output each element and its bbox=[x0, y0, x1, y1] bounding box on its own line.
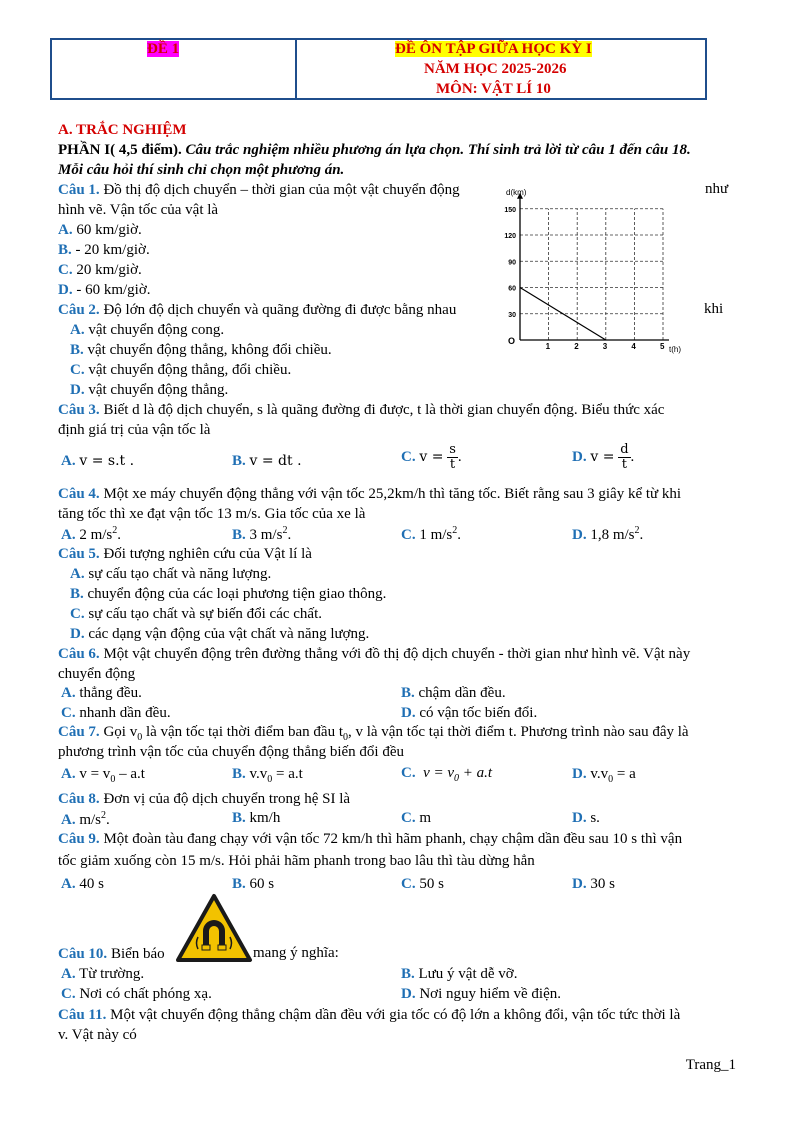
q9-option-b: B. 60 s bbox=[232, 876, 275, 892]
q6-option-b: B. chậm dần đều. bbox=[401, 685, 506, 701]
q11-stem: Câu 11. Một vật chuyển động thẳng chậm dần đều với gia tốc có độ lớn a không đổi, vận tốc tức thời là bbox=[58, 1007, 681, 1023]
q8-stem: Câu 8. Đơn vị của độ dịch chuyển trong hệ SI là bbox=[58, 791, 351, 807]
displacement-time-chart bbox=[488, 180, 693, 360]
q7-option-a: A. $v = v_0 - a.t$ bbox=[61, 766, 145, 785]
q4-option-b: B. 3 $m/s^2$. bbox=[232, 525, 292, 543]
q3-option-b: B. v = dt . bbox=[232, 453, 302, 469]
q3-option-a: A. v = s.t . bbox=[61, 453, 135, 469]
q10-option-b: B. Lưu ý vật dễ vỡ. bbox=[401, 966, 518, 982]
q5-option-d: D. các dạng vận động của vật chất và năng lượng. bbox=[70, 626, 370, 642]
q3-option-d: D. v = $\frac{d}{t}$ . bbox=[572, 442, 635, 472]
q2-stem: Câu 2. Độ lớn độ dịch chuyển và quãng đường đi được bằng nhau bbox=[58, 302, 457, 318]
q1-stem: Câu 1. Đồ thị độ dịch chuyển – thời gian của một vật chuyển động bbox=[58, 182, 460, 198]
q5-option-a: A. sự cấu tạo chất và năng lượng. bbox=[70, 566, 272, 582]
q1-option-d: D. - 60 km/giờ. bbox=[58, 282, 151, 298]
q10-stem: Câu 10. Biển báo bbox=[58, 946, 165, 962]
x-tick-label-4: 4 bbox=[631, 342, 636, 351]
q8-option-d: D. s. bbox=[572, 810, 600, 826]
q2-option-d: D. vật chuyển động thẳng. bbox=[70, 382, 229, 398]
x-tick-label-5: 5 bbox=[660, 342, 665, 351]
header-year: NĂM HỌC 2025-2026 bbox=[424, 61, 567, 77]
q7-option-c: C. $v = v_0 + a.t$ bbox=[401, 765, 493, 784]
q9-stem: Câu 9. Một đoàn tàu đang chạy với vận tốc 72 km/h thì hãm phanh, chạy chậm dần đều sau 10 s thì vận bbox=[58, 831, 683, 847]
origin-label: O bbox=[508, 336, 516, 346]
q6-option-a: A. thẳng đều. bbox=[61, 685, 142, 701]
q2-option-a: A. vật chuyển động cong. bbox=[70, 322, 225, 338]
x-axis-label: t(h) bbox=[669, 345, 681, 354]
exam-label: ĐỀ 1 bbox=[147, 41, 180, 57]
q10-option-a: A. Từ trường. bbox=[61, 966, 145, 982]
header-divider bbox=[295, 40, 297, 98]
q6-stem: Câu 6. Một vật chuyển động trên đường thẳng với đồ thị độ dịch chuyển - thời gian như hình vẽ. Vật này bbox=[58, 646, 691, 662]
q6-option-c: C. nhanh dần đều. bbox=[61, 705, 171, 721]
q3-option-c: C. v = $\frac{s}{t}$ . bbox=[401, 442, 462, 472]
q5-stem: Câu 5. Đối tượng nghiên cứu của Vật lí là bbox=[58, 546, 312, 562]
q10-option-d: D. Nơi nguy hiểm về điện. bbox=[401, 986, 562, 1002]
q6-option-d: D. có vận tốc biến đổi. bbox=[401, 705, 538, 721]
page-number: Trang_1 bbox=[685, 1057, 736, 1073]
q5-option-b: B. chuyển động của các loại phương tiện giao thông. bbox=[70, 586, 387, 602]
q4-stem: Câu 4. Một xe máy chuyển động thẳng với vận tốc 25,2km/h thì tăng tốc. Biết rằng sau 3 giây kể từ khi bbox=[58, 486, 682, 502]
section-title: A. TRẮC NGHIỆM bbox=[58, 122, 187, 138]
q1-option-a: A. 60 km/giờ. bbox=[58, 222, 142, 238]
q4-option-a: A. 2 $m/s^2$. bbox=[61, 525, 122, 543]
part-instructions-2: Mỗi câu hỏi thí sinh chỉ chọn một phương án. bbox=[58, 162, 345, 178]
q4-option-d: D. 1,8 $m/s^2$. bbox=[572, 525, 644, 543]
q2-option-b: B. vật chuyển động thẳng, không đổi chiều. bbox=[70, 342, 332, 358]
header-subject: MÔN: VẬT LÍ 10 bbox=[436, 81, 551, 97]
magnet-warning-icon bbox=[175, 893, 253, 963]
header-table bbox=[50, 38, 707, 100]
q1-stem-2: hình vẽ. Vận tốc của vật là bbox=[58, 202, 219, 218]
q11-stem-2: v. Vật này có bbox=[58, 1027, 137, 1043]
q8-option-c: C. m bbox=[401, 810, 432, 826]
q4-option-c: C. 1 $m/s^2$. bbox=[401, 525, 462, 543]
q9-option-c: C. 50 s bbox=[401, 876, 444, 892]
q9-option-d: D. 30 s bbox=[572, 876, 615, 892]
q8-option-a: A. $m/s^2$. bbox=[61, 810, 110, 828]
q7-option-b: B. $v.v_0 = a.t$ bbox=[232, 766, 303, 785]
q1-option-b: B. - 20 km/giờ. bbox=[58, 242, 150, 258]
q10-option-c: C. Nơi có chất phóng xạ. bbox=[61, 986, 212, 1002]
y-tick-label-60: 60 bbox=[508, 285, 516, 293]
q6-stem-2: chuyển động bbox=[58, 666, 136, 682]
q7-option-d: D. $v.v_0 = a$ bbox=[572, 766, 636, 785]
y-tick-label-90: 90 bbox=[508, 259, 516, 267]
q7-stem-2: phương trình vận tốc của chuyển động thẳng biến đổi đều bbox=[58, 744, 404, 760]
x-tick-label-2: 2 bbox=[574, 342, 579, 351]
q9-option-a: A. 40 s bbox=[61, 876, 104, 892]
y-tick-label-30: 30 bbox=[508, 311, 516, 319]
x-tick-label-3: 3 bbox=[602, 342, 608, 351]
y-tick-label-150: 150 bbox=[504, 206, 516, 214]
part-instructions: PHẦN I( 4,5 điểm). Câu trắc nghiệm nhiều phương án lựa chọn. Thí sinh trả lời từ câu 1 đến câu 18. bbox=[58, 142, 691, 158]
q9-stem-2: tốc giảm xuống còn 15 m/s. Hỏi phải hãm phanh trong bao lâu thì tàu dừng hẳn bbox=[58, 853, 535, 869]
q1-stem-tail: như bbox=[705, 181, 729, 197]
q3-stem-2: định giá trị của vận tốc là bbox=[58, 422, 211, 438]
q8-option-b: B. km/h bbox=[232, 810, 281, 826]
q3-stem: Câu 3. Biết d là độ dịch chuyển, s là quãng đường đi được, t là thời gian chuyển động. Biểu thức xác bbox=[58, 402, 665, 418]
q5-option-c: C. sự cấu tạo chất và sự biến đổi các chất. bbox=[70, 606, 323, 622]
y-axis-label: d(km) bbox=[506, 187, 527, 197]
q2-stem-tail: khi bbox=[704, 301, 724, 317]
q7-stem: Câu 7. Gọi $v_0$ là vận tốc tại thời điểm ban đầu $t_0$, v là vận tốc tại thời điểm t. Phương trình nào sau đây là bbox=[58, 724, 689, 743]
q4-stem-2: tăng tốc thì xe đạt vận tốc 13 m/s. Gia tốc của xe là bbox=[58, 506, 366, 522]
header-title: ĐỀ ÔN TẬP GIỮA HỌC KỲ I bbox=[395, 41, 592, 57]
x-tick-label-1: 1 bbox=[545, 342, 551, 351]
q2-option-c: C. vật chuyển động thẳng, đổi chiều. bbox=[70, 362, 292, 378]
q1-option-c: C. 20 km/giờ. bbox=[58, 262, 142, 278]
y-tick-label-120: 120 bbox=[504, 233, 516, 240]
q10-stem-after: mang ý nghĩa: bbox=[253, 945, 339, 961]
